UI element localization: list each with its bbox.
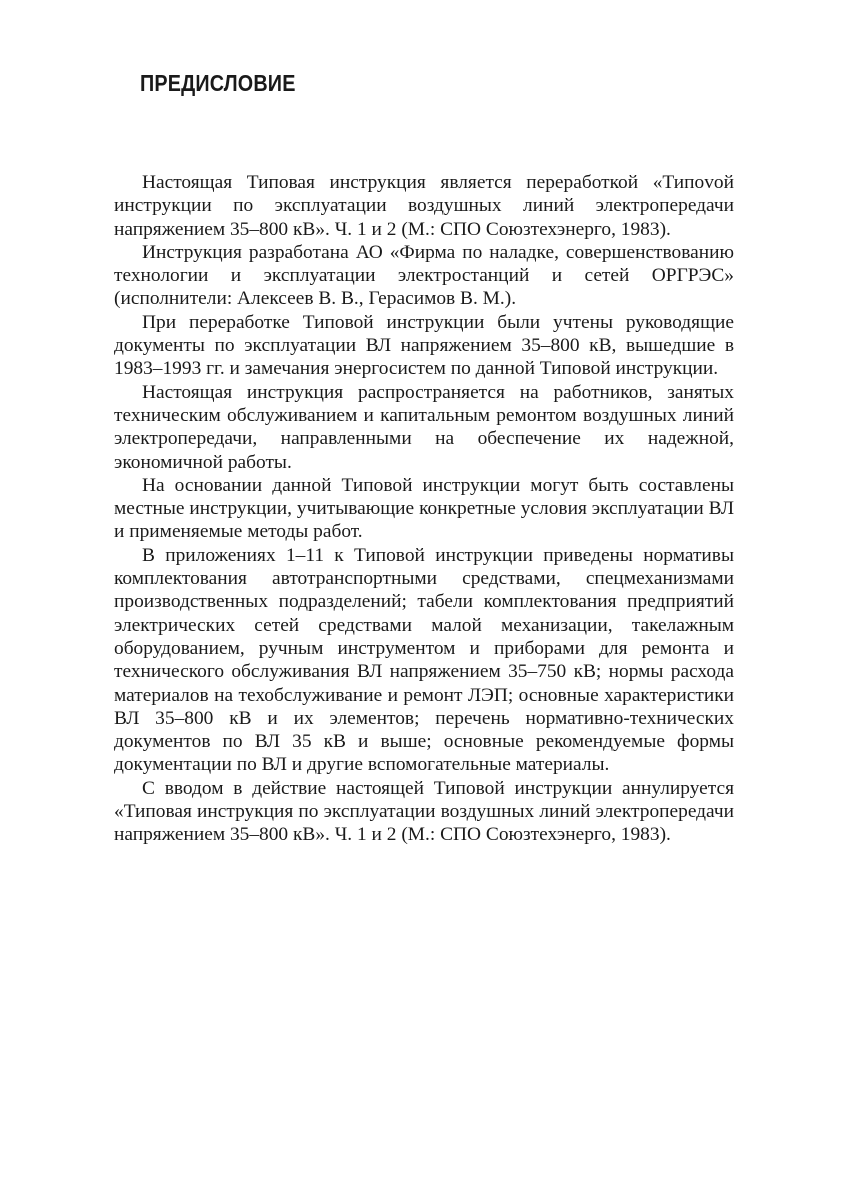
body-text	[114, 171, 734, 847]
paragraph: Настоящая инструкция распространяется на работников, занятых техническим обслуживанием и капитальным ремонтом воздушных линий электропередачи, направленными на обеспечение их надежной, экономичной работы.	[114, 381, 734, 473]
page-title: ПРЕДИСЛОВИЕ	[140, 70, 296, 96]
paragraph: На основании данной Типовой инструкции могут быть составлены местные инструкции, учитывающие конкретные условия эксплуатации ВЛ и применяемые методы работ.	[114, 474, 734, 543]
paragraph: При переработке Типовой инструкции были учтены руководящие документы по эксплуатации ВЛ напряжением 35–800 кВ, вышедшие в 1983–1993 гг. и замечания энергосистем по данной Типовой инструкции.	[114, 311, 734, 380]
paragraph: В приложениях 1–11 к Типовой инструкции приведены нормативы комплектования автотранспортными средствами, спецмеханизмами производственных подразделений; табели комплектования предприятий электрических сетей средствами малой механизации, такелажным оборудованием, ручным инструментом и приборами для ремонта и технического обслуживания ВЛ напряжением 35–750 кВ; нормы расхода материалов на техобслуживание и ремонт ЛЭП; основные характеристики ВЛ 35–800 кВ и их элементов; перечень нормативно-технических документов по ВЛ 35 кВ и выше; основные рекомендуемые формы документации по ВЛ и другие вспомогательные материалы.	[114, 544, 734, 776]
paragraph: Инструкция разработана АО «Фирма по наладке, совершенствованию технологии и эксплуатации электростанций и сетей ОРГРЭС» (исполнители: Алексеев В. В., Герасимов В. М.).	[114, 241, 734, 310]
paragraph: С вводом в действие настоящей Типовой инструкции аннулируется «Типовая инструкция по эксплуатации воздушных линий электропередачи напряжением 35–800 кВ». Ч. 1 и 2 (М.: СПО Союзтехэнерго, 1983).	[114, 777, 734, 846]
paragraph: Настоящая Типовая инструкция является переработкой «Типоvой инструкции по эксплуатации воздушных линий электропередачи напряжением 35–800 кВ». Ч. 1 и 2 (М.: СПО Союзтехэнерго, 1983).	[114, 172, 734, 240]
